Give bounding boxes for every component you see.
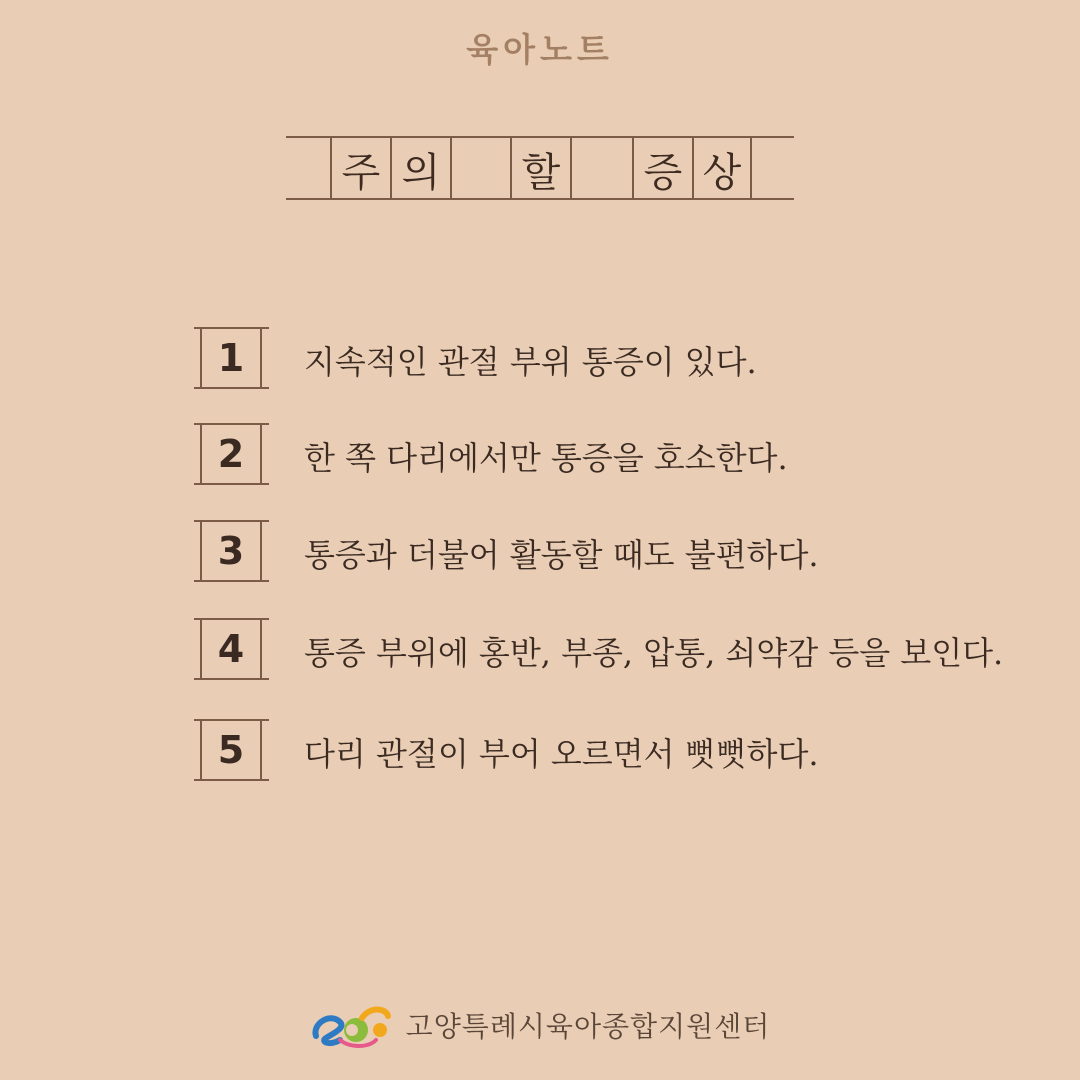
item-number: 5 [200, 719, 262, 781]
title-char: 증 [632, 138, 692, 200]
item-text: 통증과 더불어 활동할 때도 불편하다. [304, 536, 819, 574]
item-number-box [194, 423, 269, 485]
list-item [194, 719, 1014, 783]
item-number-box [194, 327, 269, 389]
item-text: 통증 부위에 홍반, 부종, 압통, 쇠약감 등을 보인다. [304, 634, 1004, 672]
item-text: 한 쪽 다리에서만 통증을 호소한다. [304, 439, 788, 477]
item-number: 1 [200, 327, 262, 389]
title-char: 할 [510, 138, 570, 200]
list-item [194, 618, 1014, 682]
title-char: 주 [330, 138, 390, 200]
footer [0, 1000, 1080, 1050]
title-char-blank [450, 138, 510, 200]
title-char: 상 [692, 138, 752, 200]
item-text: 지속적인 관절 부위 통증이 있다. [304, 343, 757, 381]
item-number-box [194, 719, 269, 781]
item-number: 4 [200, 618, 262, 680]
list-item [194, 327, 1014, 391]
item-number: 2 [200, 423, 262, 485]
item-text: 다리 관절이 부어 오르면서 뻣뻣하다. [304, 735, 819, 773]
item-number: 3 [200, 520, 262, 582]
org-name: 고양특례시육아종합지원센터 [405, 1010, 771, 1043]
item-number-box [194, 618, 269, 680]
list-item [194, 520, 1014, 584]
center-logo-icon [310, 1000, 396, 1050]
brand-title: 육아노트 [466, 30, 614, 69]
item-number-box [194, 520, 269, 582]
page-title-grid [286, 136, 794, 200]
list-item [194, 423, 1014, 487]
title-char-blank [570, 138, 630, 200]
title-char: 의 [390, 138, 450, 200]
